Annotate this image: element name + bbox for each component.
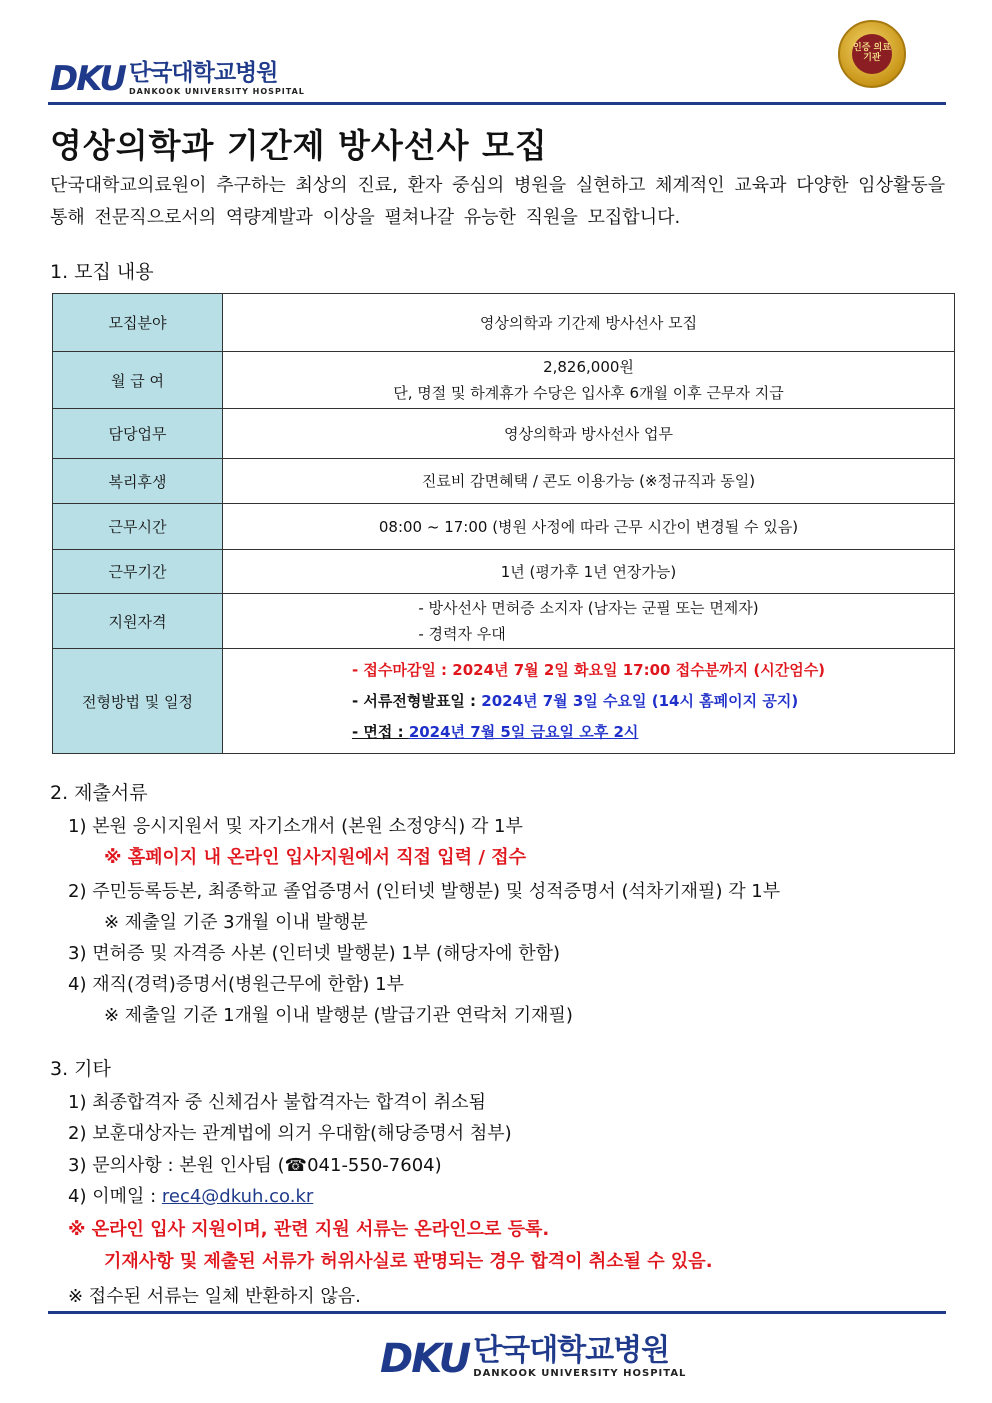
intro-paragraph: 단국대학교의료원이 추구하는 최상의 진료, 환자 중심의 병원을 실현하고 체계적인 교육과 다양한 임상활동을 통해 전문직으로서의 역량계발과 이상을 펼쳐나갈 유능한 직원을 모집합니다.: [50, 175, 946, 228]
table-row: [53, 594, 955, 649]
schedule-value: [223, 649, 955, 754]
deadline-item: - 접수마감일 : 2024년 7월 2일 화요일 17:00 접수분까지 (시간엄수): [351, 660, 826, 679]
field-label: 모집분야: [53, 294, 223, 352]
page-title: 영상의학과 기간제 방사선사 모집: [50, 126, 548, 165]
qualification-list: [418, 595, 758, 647]
logo-korean-name: 단국대학교병원: [128, 60, 278, 86]
salary-value: [223, 352, 955, 409]
welfare-value: 진료비 감면혜택 / 콘도 이용가능 (※정규직과 동일): [223, 459, 955, 504]
email-prefix: 4) 이메일 :: [68, 1186, 162, 1207]
doc-item-2-note: ※ 제출일 기준 3개월 이내 발행분: [104, 912, 368, 933]
etc-item-3: 3) 문의사항 : 본원 인사팀 (☎041-550-7604): [68, 1155, 442, 1176]
recruitment-table: [52, 293, 955, 754]
salary-amount: 2,826,000원: [543, 358, 634, 376]
table-row: [53, 504, 955, 550]
warning-line-2: 기재사항 및 제출된 서류가 허위사실로 판명되는 경우 합격이 취소될 수 있음.: [104, 1251, 713, 1272]
section1-heading: 1. 모집 내용: [50, 261, 154, 283]
footer-logo: [380, 1333, 687, 1382]
hours-label: 근무시간: [53, 504, 223, 550]
etc-item-4: [68, 1182, 313, 1208]
period-label: 근무기간: [53, 550, 223, 594]
header-rule: [48, 102, 946, 105]
welfare-label: 복리후생: [53, 459, 223, 504]
email-link[interactable]: rec4@dkuh.co.kr: [161, 1186, 314, 1207]
qualification-value: [223, 594, 955, 649]
duty-value: 영상의학과 방사선사 업무: [223, 409, 955, 459]
logo-names: [473, 1333, 687, 1379]
doc-item-1-note: ※ 홈페이지 내 온라인 입사지원에서 직접 입력 / 접수: [104, 847, 526, 868]
table-row: [53, 294, 955, 352]
schedule-list: [352, 655, 825, 748]
table-row: [53, 409, 955, 459]
table-row: [53, 459, 955, 504]
dku-logo-mark: DKU: [50, 59, 125, 99]
table-row: [53, 550, 955, 594]
table-row: [53, 352, 955, 409]
footer-rule: [48, 1311, 946, 1314]
section3-heading: 3. 기타: [50, 1058, 111, 1080]
section2-heading: 2. 제출서류: [50, 782, 148, 804]
return-note: ※ 접수된 서류는 일체 반환하지 않음.: [68, 1286, 361, 1307]
dku-logo-mark: DKU: [380, 1336, 470, 1382]
doc-item-1: 1) 본원 응시지원서 및 자기소개서 (본원 소정양식) 각 1부: [68, 816, 523, 837]
interview-item: [352, 717, 825, 748]
field-value: 영상의학과 기간제 방사선사 모집: [223, 294, 955, 352]
salary-label: 월 급 여: [53, 352, 223, 409]
logo-korean-name: 단국대학교병원: [473, 1333, 670, 1368]
interview-prefix: - 면접 :: [351, 722, 409, 741]
header-logo: [50, 59, 305, 99]
docs-announce-item: [352, 686, 825, 717]
qualification-item: - 방사선사 면허증 소지자 (남자는 군필 또는 면제자): [418, 599, 759, 617]
logo-english-name: DANKOOK UNIVERSITY HOSPITAL: [128, 87, 305, 96]
interview-date: 2024년 7월 5일 금요일 오후 2시: [408, 722, 639, 741]
logo-names: [129, 62, 305, 96]
schedule-label: 전형방법 및 일정: [53, 649, 223, 754]
doc-item-4: 4) 재직(경력)증명서(병원근무에 한함) 1부: [68, 974, 405, 995]
hours-value: 08:00 ~ 17:00 (병원 사정에 따라 근무 시간이 변경될 수 있음): [223, 504, 955, 550]
logo-english-name: DANKOOK UNIVERSITY HOSPITAL: [473, 1368, 687, 1379]
etc-item-2: 2) 보훈대상자는 관계법에 의거 우대함(해당증명서 첨부): [68, 1123, 512, 1144]
qualification-item: - 경력자 우대: [418, 625, 506, 643]
etc-item-1: 1) 최종합격자 중 신체검사 불합격자는 합격이 취소됨: [68, 1092, 486, 1113]
accreditation-seal: [838, 20, 906, 88]
warning-line-1: ※ 온라인 입사 지원이며, 관련 지원 서류는 온라인으로 등록.: [68, 1219, 550, 1240]
duty-label: 담당업무: [53, 409, 223, 459]
table-row: [53, 649, 955, 754]
docs-announce-prefix: - 서류전형발표일 :: [351, 691, 482, 710]
doc-item-3: 3) 면허증 및 자격증 사본 (인터넷 발행분) 1부 (해당자에 한함): [68, 943, 561, 964]
salary-note: 단, 명절 및 하계휴가 수당은 입사후 6개월 이후 근무자 지급: [393, 384, 784, 402]
doc-item-4-note: ※ 제출일 기준 1개월 이내 발행분 (발급기관 연락처 기재필): [104, 1005, 573, 1026]
qualification-label: 지원자격: [53, 594, 223, 649]
seal-inner: 인증 의료기관: [852, 34, 892, 74]
docs-announce-date: 2024년 7월 3일 수요일 (14시 홈페이지 공지): [481, 691, 799, 710]
doc-item-2: 2) 주민등록등본, 최종학교 졸업증명서 (인터넷 발행분) 및 성적증명서 (석차기재필) 각 1부: [68, 881, 781, 902]
period-value: 1년 (평가후 1년 연장가능): [223, 550, 955, 594]
